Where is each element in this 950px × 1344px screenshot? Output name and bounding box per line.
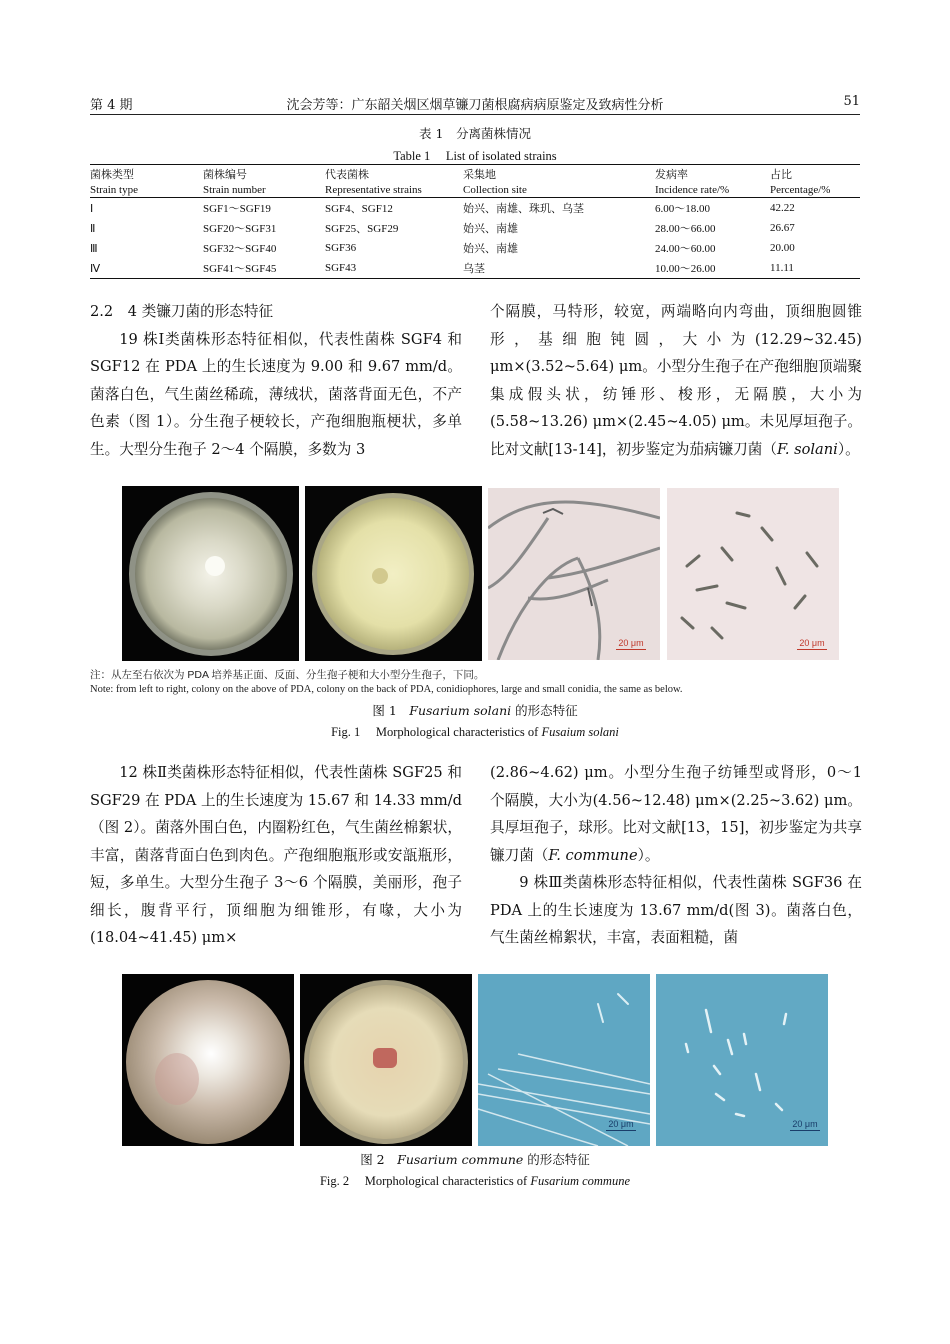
fig2-conidiophore-photo <box>478 974 650 1146</box>
column-header: 菌株类型 <box>90 165 203 184</box>
caption-text: Fig. 2 Morphological characteristics of <box>319 1174 531 1188</box>
right-column-top <box>490 298 862 463</box>
fig2-colony-back-photo <box>300 974 472 1146</box>
fig1-scale-bar-2 <box>797 638 827 650</box>
fig2-scale-bar-1 <box>606 1119 636 1131</box>
table-cell: SGF41～SGF45 <box>203 258 325 279</box>
table-row <box>90 238 860 258</box>
caption-text: 图 1 <box>372 703 410 718</box>
left-column-bottom <box>90 759 462 952</box>
strain-table <box>90 164 860 279</box>
column-header: Representative strains <box>325 183 463 198</box>
paragraph-text: ）。 <box>637 846 660 864</box>
table-cell: 始兴、南雄、珠玑、乌茎 <box>463 203 584 215</box>
table-caption-cn: 表 1 分离菌株情况 <box>419 126 531 141</box>
table-cell: Ⅲ <box>90 242 98 255</box>
table-row <box>90 198 860 219</box>
fig1-conidiophore-photo <box>488 488 660 660</box>
scale-label: 20 μm <box>608 1119 634 1129</box>
species-name: F. solani <box>776 440 838 458</box>
fig1-note-en: Note: from left to right, colony on the above of PDA, colony on the back of PDA, conidiophores, large and small conidia, the same as below. <box>90 684 683 695</box>
table-caption-en: Table 1 List of isolated strains <box>393 149 557 163</box>
micrograph-image <box>667 488 839 660</box>
column-header: 占比 <box>770 165 860 184</box>
caption-text: Fig. 1 Morphological characteristics of <box>331 725 542 739</box>
species-name: Fusarium commune <box>397 1152 524 1167</box>
paragraph-text: (2.86~4.62) μm。小型分生孢子纺锤型或肾形，0～1 个隔膜，大小为(4.56~12.48) μm×(2.25~3.62) μm。具厚垣孢子，球形。比对文献[13，15]，初步鉴定为共享镰刀菌（ <box>490 764 862 864</box>
right-column-bottom <box>490 759 862 952</box>
running-header <box>90 92 860 115</box>
paragraph-text: ）。 <box>837 440 860 458</box>
table-cell: Ⅳ <box>90 258 203 279</box>
journal-issue: 第 4 期 <box>90 98 133 113</box>
table-header-row-en <box>90 183 860 198</box>
table-cell: SGF32～SGF40 <box>203 243 277 255</box>
table-cell: SGF25、SGF29 <box>325 223 399 235</box>
table-cell: SGF43 <box>325 258 463 279</box>
paragraph-type2: 12 株Ⅱ类菌株形态特征相似，代表性菌株 SGF25 和 SGF29 在 PDA 上的生长速度为 15.67 和 14.33 mm/d（图 2）。菌落外围白色，内圈粉红色，气生菌丝棉絮状，丰富，菌落背面白色到肉色。产孢细胞瓶形或安瓿瓶形，短，多单生。大型分生孢子 3～6 个隔膜，美丽形，孢子细长，腹背平行，顶细胞为细锥形，有喙，大小为(18.04~41.45) μm× <box>90 764 462 946</box>
fig1-note-cn: 注：从左至右依次为 PDA 培养基正面、反面、分生孢子梗和大小型分生孢子，下同。 <box>90 669 485 681</box>
scale-label: 20 μm <box>792 1119 818 1129</box>
table-row <box>90 258 860 279</box>
petri-dish-image <box>305 486 482 661</box>
fig1-caption-en <box>90 722 860 740</box>
column-header: Percentage/% <box>770 183 860 198</box>
table-cell: SGF36 <box>325 242 357 254</box>
caption-text: 的形态特征 <box>511 703 578 718</box>
fig2-scale-bar-2 <box>790 1119 820 1131</box>
scale-label: 20 μm <box>618 638 644 648</box>
column-header: 发病率 <box>655 165 770 184</box>
paragraph-type1: 19 株Ⅰ类菌株形态特征相似，代表性菌株 SGF4 和 SGF12 在 PDA 上的生长速度为 9.00 和 9.67 mm/d。菌落白色，气生菌丝稀疏，薄绒状，菌落背面无色，不产色素（图 1）。分生孢子梗较长，产孢细胞瓶梗状，多单生。大型分生孢子 2～4 个隔膜，多数为 3 <box>90 330 462 458</box>
species-name: F. commune <box>548 846 638 864</box>
table-cell: 28.00～66.00 <box>655 223 716 235</box>
fig1-caption-cn <box>90 701 860 719</box>
paragraph-type3: 9 株Ⅲ类菌株形态特征相似，代表性菌株 SGF36 在 PDA 上的生长速度为 13.67 mm/d(图 3)。菌落白色，气生菌丝棉絮状，丰富，表面粗糙，菌 <box>490 874 862 946</box>
table-cell: SGF4、SGF12 <box>325 203 393 215</box>
table-cell: SGF1～SGF19 <box>203 203 271 215</box>
fig2-conidia-photo <box>656 974 828 1146</box>
caption-text: 的形态特征 <box>523 1152 590 1167</box>
table-cell: Ⅰ <box>90 202 94 215</box>
fig1-scale-bar-1 <box>616 638 646 650</box>
petri-dish-image <box>300 974 472 1146</box>
column-header: 菌株编号 <box>203 165 325 184</box>
column-header: Incidence rate/% <box>655 183 770 198</box>
fig2-colony-front-photo <box>122 974 294 1146</box>
column-header: 代表菌株 <box>325 165 463 184</box>
micrograph-image <box>488 488 660 660</box>
table-cell: 20.00 <box>770 242 795 254</box>
table-cell: SGF20～SGF31 <box>203 223 277 235</box>
table-cell: 6.00～18.00 <box>655 203 710 215</box>
petri-dish-image <box>122 974 294 1146</box>
table-cell: 26.67 <box>770 222 795 234</box>
column-header: Strain type <box>90 183 203 198</box>
page-number: 51 <box>843 94 860 109</box>
table-cell: 10.00～26.00 <box>655 258 770 279</box>
table-row <box>90 218 860 238</box>
table-cell: 乌茎 <box>463 258 655 279</box>
left-column-top <box>90 298 462 463</box>
section-heading: 2.2 4 类镰刀菌的形态特征 <box>90 303 274 320</box>
column-header: Strain number <box>203 183 325 198</box>
table-cell: 24.00～60.00 <box>655 243 716 255</box>
column-header: Collection site <box>463 183 655 198</box>
paragraph-type2-continued <box>490 759 862 869</box>
fig1-conidia-photo <box>667 488 839 660</box>
petri-dish-image <box>122 486 299 661</box>
species-name: Fusarium solani <box>409 703 512 718</box>
table-cell: 11.11 <box>770 258 860 279</box>
table-cell: Ⅱ <box>90 222 96 235</box>
paragraph-type1-continued <box>490 298 862 463</box>
fig2-caption-en <box>90 1171 860 1189</box>
species-name: Fusarium commune <box>530 1174 630 1188</box>
scale-label: 20 μm <box>799 638 825 648</box>
table-cell: 始兴、南雄 <box>463 243 518 255</box>
column-header: 采集地 <box>463 165 655 184</box>
table-header-row-cn <box>90 165 860 184</box>
fig2-caption-cn <box>90 1150 860 1168</box>
fig1-colony-back-photo <box>305 486 482 661</box>
fig1-colony-front-photo <box>122 486 299 661</box>
table-cell: 始兴、南雄 <box>463 223 518 235</box>
paragraph-text: 个隔膜，马特形，较宽，两端略向内弯曲，顶细胞圆锥形，基细胞钝圆，大小为(12.29~32.45) μm×(3.52~5.64) μm。小型分生孢子在产孢细胞顶端聚集成假头状，纺锤形、梭形，无隔膜，大小为(5.58~13.26) μm×(2.45~4.05) μm。未见厚垣孢子。比对文献[13-14]，初步鉴定为茄病镰刀菌（ <box>490 303 862 458</box>
table-cell: 42.22 <box>770 202 795 214</box>
species-name: Fusaium solani <box>541 725 619 739</box>
article-title: 沈会芳等：广东韶关烟区烟草镰刀菌根腐病病原鉴定及致病性分析 <box>286 98 664 113</box>
caption-text: 图 2 <box>360 1152 398 1167</box>
